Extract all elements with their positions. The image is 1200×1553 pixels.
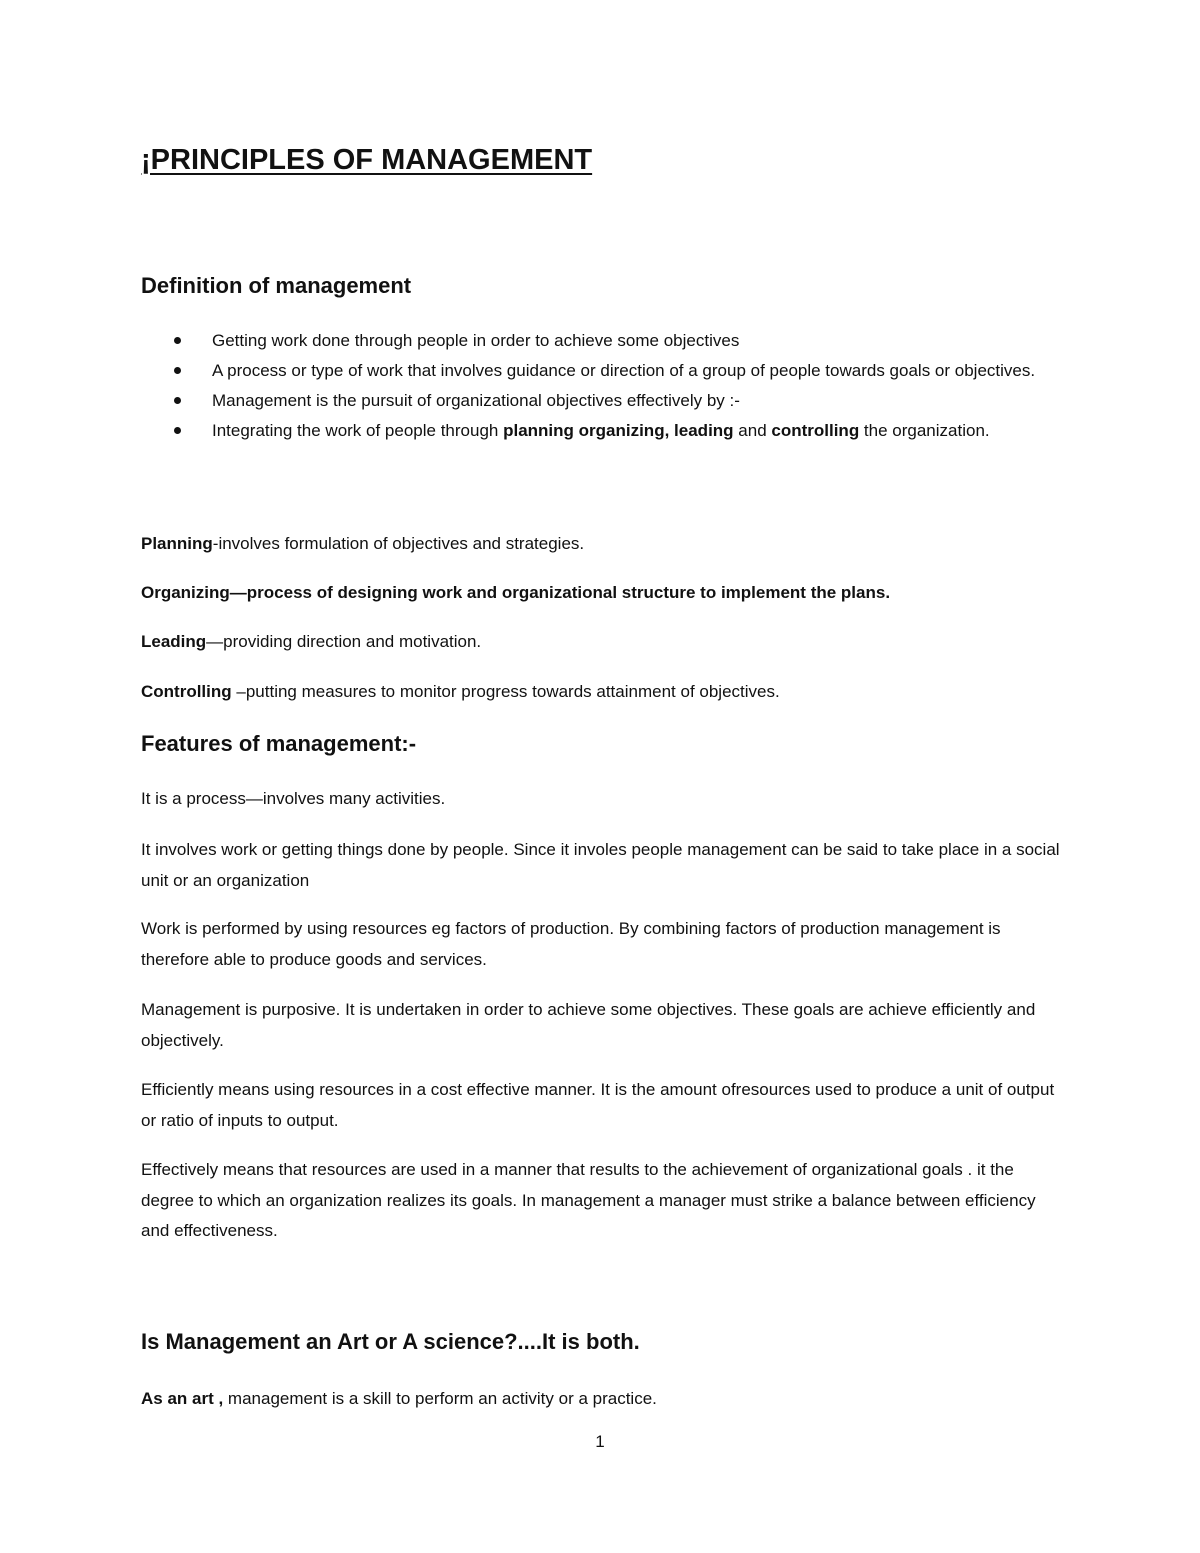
function-text: —providing direction and motivation. [206,632,482,651]
function-leading [141,627,1061,658]
function-term: Organizing—process of designing work and organizational structure to implement the plans. [141,583,891,602]
features-paragraph: It is a process—involves many activities. [141,789,446,808]
document-title: ¡PRINCIPLES OF MANAGEMENT [141,144,593,176]
features-heading: Features of management:- [141,731,417,756]
bullet-text: Getting work done through people in order to achieve some objectives [212,331,740,350]
function-term: Leading [141,632,207,651]
definition-heading: Definition of management [141,273,412,298]
function-term: Controlling [141,682,232,701]
bullet-text: A process or type of work that involves guidance or direction of a group of people towards goals or objectives. [212,361,1036,380]
bullet-item [170,356,1070,386]
function-text: -involves formulation of objectives and strategies. [212,534,585,553]
bullet-dot-icon [174,367,181,374]
function-term: Planning [141,534,213,553]
bullet-bold-planning: planning organizing, [503,421,670,440]
features-paragraph: It involves work or getting things done by people. Since it involes people management can be said to take place in a social unit or an organization [141,840,1060,890]
bullet-dot-icon [174,397,181,404]
bullet-item [170,416,1070,446]
art-text: management is a skill to perform an activity or a practice. [223,1389,657,1408]
function-organizing [141,578,1061,609]
features-paragraph: Work is performed by using resources eg factors of production. By combining factors of production management is therefore able to produce goods and services. [141,919,1001,969]
art-paragraph [141,1384,1061,1415]
features-paragraph: Effectively means that resources are used in a manner that results to the achievement of organizational goals . it the degree to which an organization realizes its goals. In management a manager must strike a balance between efficiency and effectiveness. [141,1160,1036,1240]
bullet-item [170,326,1070,356]
bullet-text-mid2: and [733,421,772,440]
bullet-dot-icon [174,427,181,434]
function-planning [141,529,1061,560]
function-controlling [141,677,1061,708]
features-paragraph: Efficiently means using resources in a cost effective manner. It is the amount ofresources used to produce a unit of output or ratio of inputs to output. [141,1080,1055,1130]
bullet-text-post: the organization. [859,421,990,440]
art-term: As an art , [141,1389,224,1408]
bullet-bold-controlling: controlling [771,421,860,440]
definition-bullet-list [170,326,1070,446]
features-paragraph: Management is purposive. It is undertaken in order to achieve some objectives. These goals are achieve efficiently and objectively. [141,1000,1036,1050]
function-text: –putting measures to monitor progress towards attainment of objectives. [231,682,780,701]
bullet-dot-icon [174,337,181,344]
bullet-text: Management is the pursuit of organizational objectives effectively by :- [212,391,740,410]
bullet-bold-leading: leading [674,421,734,440]
bullet-text-pre: Integrating the work of people through [212,421,504,440]
bullet-item [170,386,1070,416]
page-number: 1 [595,1432,605,1451]
art-science-heading: Is Management an Art or A science?....It is both. [141,1329,640,1354]
